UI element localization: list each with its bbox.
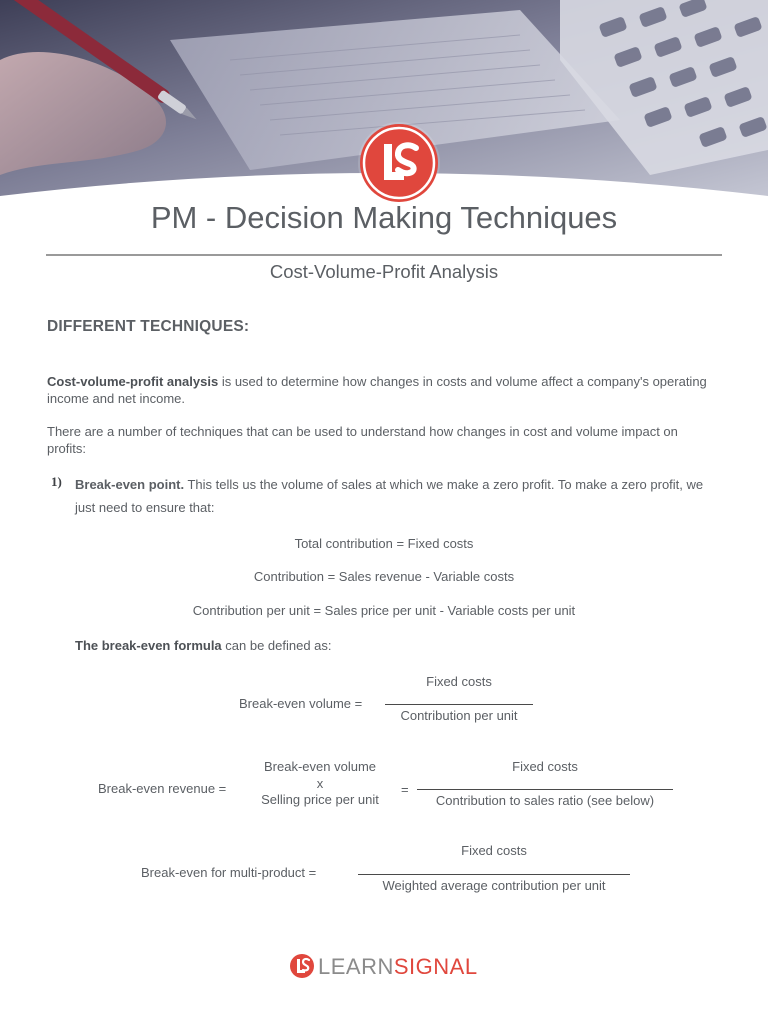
page-subtitle: Cost-Volume-Profit Analysis: [269, 261, 499, 282]
learnsignal-wordmark: [289, 951, 479, 981]
formula-revenue-line3: Selling price per unit: [261, 792, 379, 807]
list-item-text: [75, 473, 717, 519]
footer-ls-circle-icon: [290, 954, 314, 978]
formula-intro-text: can be defined as:: [221, 638, 332, 653]
ls-logo-icon: [360, 124, 438, 202]
formula-revenue-label: Break-even revenue =: [98, 781, 227, 796]
formula-volume-denominator: Contribution per unit: [400, 708, 518, 723]
formula-multi-denominator: Weighted average contribution per unit: [382, 878, 606, 893]
formula-multi-label: Break-even for multi-product =: [141, 865, 317, 880]
intro-paragraph: [47, 373, 719, 407]
formula-revenue-line1: Break-even volume: [264, 759, 376, 774]
formula-volume-label: Break-even volume =: [239, 696, 363, 711]
formula-revenue-fraction-bar: [417, 789, 673, 790]
learnsignal-logo-badge: [360, 124, 438, 202]
title-divider: [46, 254, 722, 256]
list-item-term: Break-even point.: [75, 477, 185, 492]
footer-brand-learn: LEARN: [318, 954, 394, 979]
formula-revenue-denominator: Contribution to sales ratio (see below): [435, 793, 655, 808]
formula-multi-numerator: Fixed costs: [461, 843, 527, 858]
page-title: PM - Decision Making Techniques: [150, 200, 618, 235]
footer-learnsignal-logo: [289, 951, 479, 981]
formula-multi-fraction-bar: [358, 874, 630, 875]
equation-contribution-per-unit: Contribution per unit = Sales price per unit - Variable costs per unit: [192, 603, 576, 618]
equation-total-contribution: Total contribution = Fixed costs: [294, 536, 474, 551]
formula-revenue-numerator: Fixed costs: [512, 759, 578, 774]
svg-text:LEARNSIGNAL: [318, 954, 478, 979]
techniques-intro-paragraph: There are a number of techniques that can be used to understand how changes in cost and volume impact on profits:: [47, 424, 678, 456]
formula-intro-term: The break-even formula: [75, 638, 222, 653]
formula-revenue-line2: x: [316, 776, 324, 791]
list-item-number: 1): [51, 474, 62, 489]
equation-contribution: Contribution = Sales revenue - Variable costs: [253, 569, 515, 584]
intro-term: Cost-volume-profit analysis: [47, 374, 219, 389]
formula-intro: [75, 637, 747, 654]
intro-text: is used to determine how changes in costs and volume affect a company's operating income and net income.: [47, 374, 707, 406]
footer-brand-signal: SIGNAL: [393, 954, 478, 979]
formula-volume-fraction-bar: [385, 704, 533, 705]
list-item-body: This tells us the volume of sales at which we make a zero profit. To make a zero profit, we just need to ensure that:: [75, 477, 704, 515]
formula-volume-numerator: Fixed costs: [426, 674, 492, 689]
formula-revenue-equals: =: [401, 782, 409, 797]
section-heading: DIFFERENT TECHNIQUES:: [47, 318, 250, 335]
